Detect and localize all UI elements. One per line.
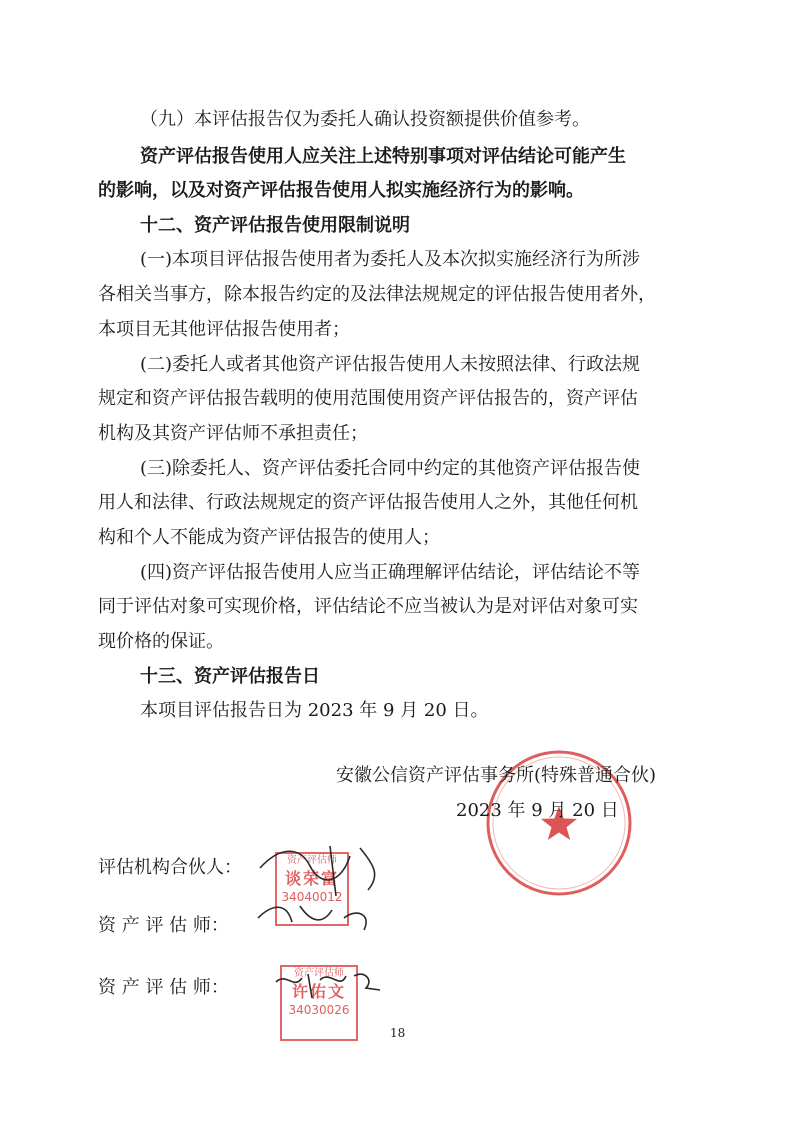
section-13-heading: 十三、资产评估报告日	[140, 666, 320, 687]
item-2-line-1: (二)委托人或者其他资产评估报告使用人未按照法律、行政法规	[140, 354, 641, 375]
item-3-line-1: (三)除委托人、资产评估委托合同中约定的其他资产评估报告使	[140, 458, 641, 479]
appraiser-1-seal-title: 资产评估师	[287, 855, 337, 866]
item-4-line-1: (四)资产评估报告使用人应当正确理解评估结论，评估结论不等	[140, 562, 641, 583]
appraiser-1-signature-label: 资 产 评 估 师：	[98, 915, 229, 936]
appraiser-2-seal-name: 许佑文	[291, 982, 346, 1001]
page-number: 18	[390, 1026, 406, 1040]
section-12-heading: 十二、资产评估报告使用限制说明	[140, 215, 410, 236]
appraiser-1-seal-name: 谈荣富	[284, 869, 339, 888]
special-matters-notice-line-2: 的影响，以及对资产评估报告使用人拟实施经济行为的影响。	[98, 180, 584, 201]
paragraph-nine: （九）本评估报告仅为委托人确认投资额提供价值参考。	[140, 109, 590, 130]
partner-signature-label: 评估机构合伙人：	[98, 857, 242, 878]
appraiser-2-signature-label: 资 产 评 估 师：	[98, 977, 229, 998]
handwritten-signature-2	[268, 960, 388, 1010]
appraiser-2-seal-title: 资产评估师	[294, 968, 344, 979]
item-1-line-2: 各相关当事方，除本报告约定的及法律法规规定的评估报告使用者外，	[98, 284, 656, 305]
item-4-line-3: 现价格的保证。	[98, 631, 224, 652]
item-3-line-2: 用人和法律、行政法规规定的资产评估报告使用人之外，其他任何机	[98, 492, 638, 513]
appraiser-1-seal-number: 34040012	[281, 890, 343, 904]
handwritten-signature-1	[240, 826, 410, 966]
item-2-line-2: 规定和资产评估报告载明的使用范围使用资产评估报告的，资产评估	[98, 388, 638, 409]
special-matters-notice-line-1: 资产评估报告使用人应关注上述特别事项对评估结论可能产生	[140, 146, 626, 167]
item-4-line-2: 同于评估对象可实现价格，评估结论不应当被认为是对评估对象可实	[98, 596, 638, 617]
firm-name-signoff: 安徽公信资产评估事务所(特殊普通合伙)	[336, 765, 657, 786]
signoff-date: 2023 年 9 月 20 日	[456, 800, 619, 821]
report-date-sentence: 本项目评估报告日为 2023 年 9 月 20 日。	[140, 700, 489, 721]
item-2-line-3: 机构及其资产评估师不承担责任；	[98, 423, 368, 444]
appraiser-2-seal-number: 34030026	[288, 1003, 350, 1017]
item-3-line-3: 构和个人不能成为资产评估报告的使用人；	[98, 527, 440, 548]
item-1-line-3: 本项目无其他评估报告使用者；	[98, 319, 350, 340]
item-1-line-1: (一)本项目评估报告使用者为委托人及本次拟实施经济行为所涉	[140, 249, 641, 270]
